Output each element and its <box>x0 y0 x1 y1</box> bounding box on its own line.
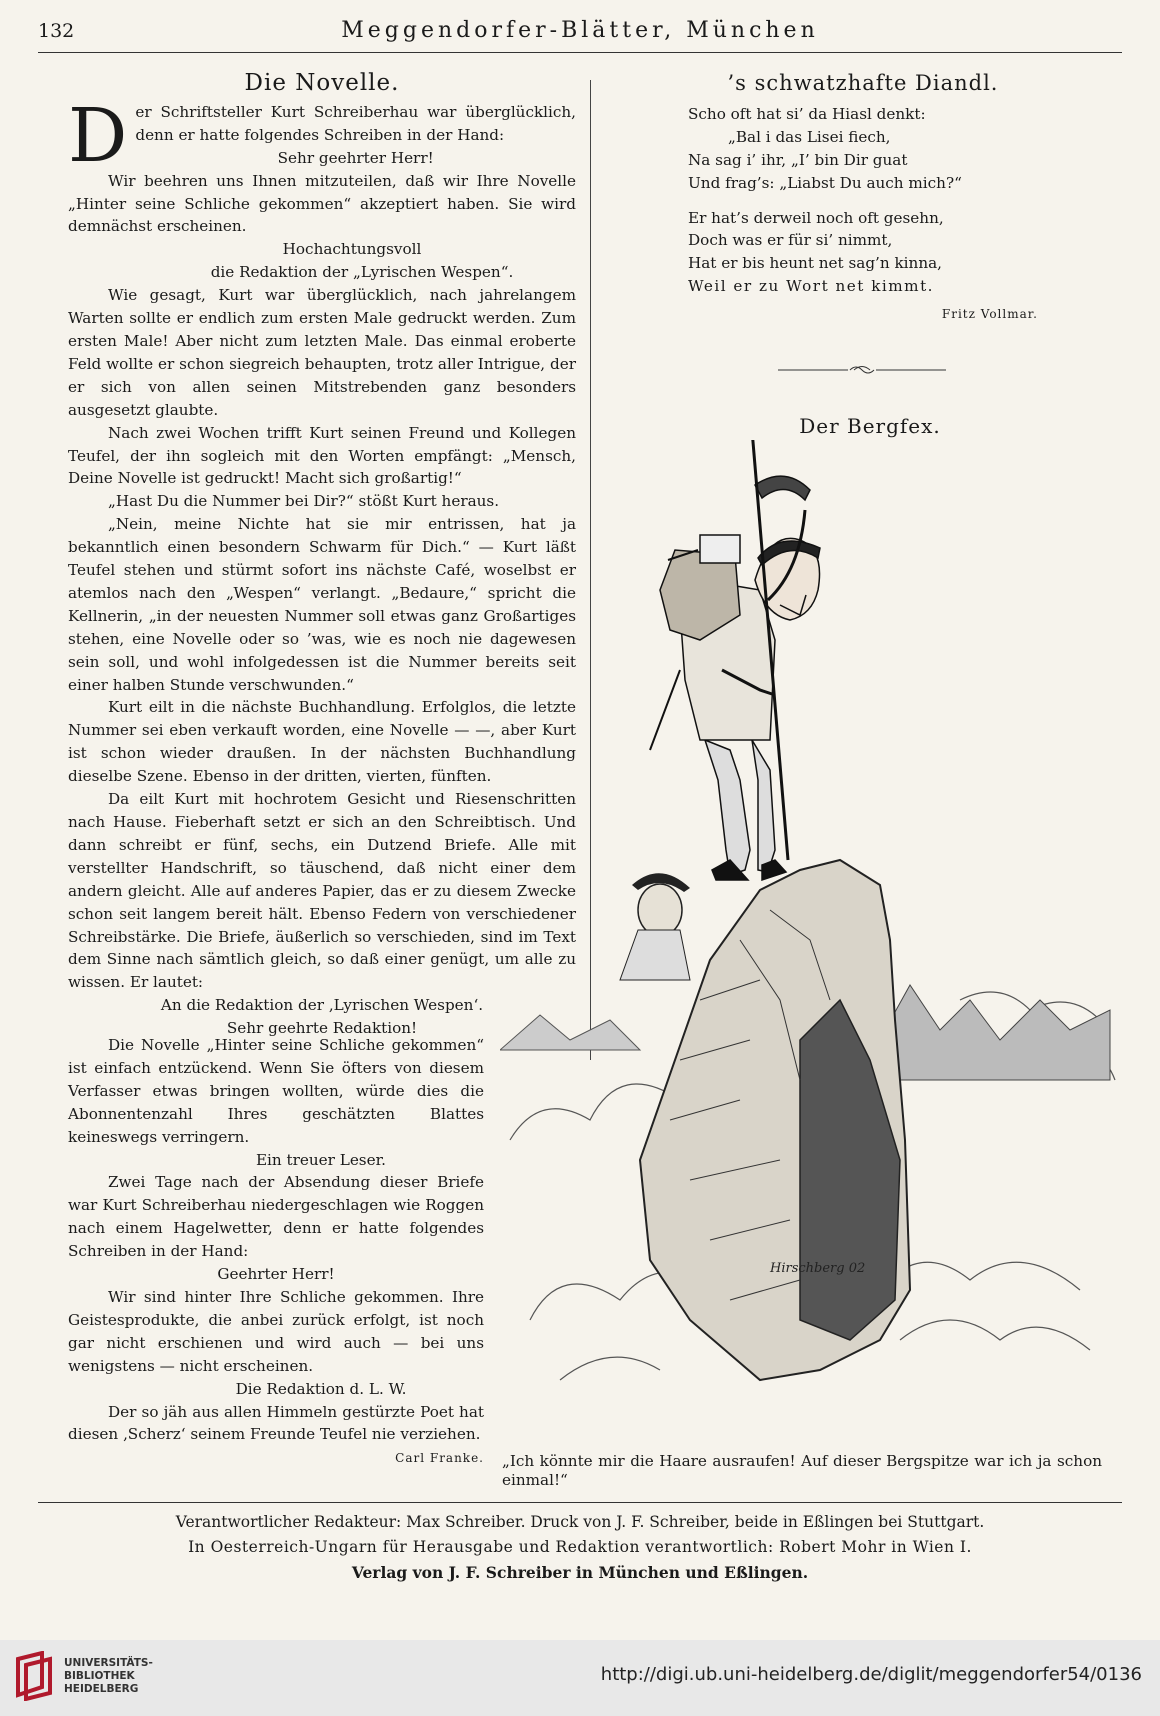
paragraph: Wir sind hinter Ihre Schliche gekommen. Ihre Geistesprodukte, die anbei zurück erfolgt, ist noch gar nicht erschienen und wird auch — bei uns wenigstens — nicht erscheinen. <box>68 1287 484 1375</box>
imprint-line: In Oesterreich-Ungarn für Herausgabe und Redaktion verantwortlich: Robert Mohr in Wien I. <box>188 1538 972 1556</box>
permalink-url[interactable]: http://digi.ub.uni-heidelberg.de/diglit/meggendorfer54/0136 <box>600 1664 1142 1685</box>
letter-closing: Hochachtungsvoll <box>282 240 422 259</box>
poem-line: Scho oft hat si’ da Hiasl denkt: <box>688 104 926 123</box>
letter-salutation: Sehr geehrte Redaktion! <box>226 1019 418 1038</box>
cartoon-caption: „Ich könnte mir die Haare ausraufen! Auf dieser Bergspitze war ich ja schon einmal!“ <box>502 1452 1102 1489</box>
story-intro: er Schriftsteller Kurt Schreiberhau war überglücklich, denn er hatte folgendes Schreiben in der Hand: <box>135 102 576 144</box>
poem-line: Weil er zu Wort net kimmt. <box>688 277 934 296</box>
imprint-line: Verlag von J. F. Schreiber in München und Eßlingen. <box>351 1563 809 1582</box>
page-header <box>38 12 1122 52</box>
letter-salutation: Sehr geehrter Herr! <box>277 148 434 167</box>
letter-salutation: Geehrter Herr! <box>217 1265 335 1284</box>
paragraph: Kurt eilt in die nächste Buchhandlung. Erfolglos, die letzte Nummer sei eben verkauft worden, eine Novelle — —, aber Kurt ist schon wieder draußen. In der nächsten Buchhandlung dieselbe Szene. Ebenso in der dritten, vierten, fünften. <box>68 698 576 786</box>
poem-line: Doch was er für si’ nimmt, <box>688 231 893 250</box>
paragraph: „Nein, meine Nichte hat sie mir entrissen, hat ja bekanntlich einen besondern Schwarm für Dich.“ — Kurt läßt Teufel stehen und stürmt sofort ins nächste Café, woselbst er atemlos nach den „Wespen“ verlangt. „Bedaure,“ spricht die Kellnerin, „in der neuesten Nummer soll etwas ganz Großartiges stehen, eine Novelle oder so ’was, wie es noch nie dagewesen sein soll, und wohl infolgedessen ist die Nummer bereits seit einer halben Stunde verschwunden.“ <box>68 515 576 694</box>
paragraph: Der so jäh aus allen Himmeln gestürzte Poet hat diesen ‚Scherz‘ seinem Freunde Teufel nie verziehen. <box>68 1402 484 1444</box>
library-name-line: HEIDELBERG <box>64 1682 139 1695</box>
viewer-footer <box>0 1640 1160 1716</box>
paragraph: Da eilt Kurt mit hochrotem Gesicht und Riesenschritten nach Hause. Fieberhaft setzt er sich an den Schreibtisch. Und dann schreibt er fünf, sechs, ein Dutzend Briefe. Alle mit verstellter Handschrift, so täuschend, daß nicht einer dem andern gleicht. Alle auf anderes Papier, das er zu diesem Zwecke schon seit langem bereit hält. Ebenso Federn von verschiedener Schreibstärke. Die Briefe, äußerlich so verschieden, sind im Text dem Sinne nach sämtlich gleich, so daß einer genügt, um alle zu wissen. Er lautet: <box>68 790 576 992</box>
poem-stanza-1 <box>688 103 1038 195</box>
story-title: Die Novelle. <box>244 70 400 96</box>
paragraph: Zwei Tage nach der Absendung dieser Briefe war Kurt Schreiberhau niedergeschlagen wie Roggen nach einem Hagelwetter, denn er hatte folgendes Schreiben in der Hand: <box>68 1173 484 1261</box>
poem-line: Na sag i’ ihr, „I’ bin Dir guat <box>688 150 908 169</box>
mountaineer-illustration <box>500 440 1120 1440</box>
library-logo[interactable] <box>12 1646 153 1706</box>
poem-line: Er hat’s derweil noch oft gesehn, <box>688 208 944 227</box>
poem-line: Und frag’s: „Liabst Du auch mich?“ <box>688 173 962 192</box>
imprint-line: Verantwortlicher Redakteur: Max Schreiber. Druck von J. F. Schreiber, beide in Eßlingen bei Stuttgart. <box>175 1513 985 1531</box>
letter-signature: Die Redaktion d. L. W. <box>235 1379 407 1398</box>
poem-block <box>688 72 1038 326</box>
poem-title: ’s schwatzhafte Diandl. <box>727 71 999 95</box>
story-author: Carl Franke. <box>395 1451 484 1466</box>
imprint <box>38 1510 1122 1585</box>
letter-body: Wir beehren uns Ihnen mitzuteilen, daß wir Ihre Novelle „Hinter seine Schliche gekommen“ akzeptiert haben. Sie wird demnächst erscheinen. <box>68 171 576 236</box>
paragraph: Nach zwei Wochen trifft Kurt seinen Freund und Kollegen Teufel, der ihn sogleich mit den Worten empfängt: „Mensch, Deine Novelle ist gedruckt! Macht sich großartig!“ <box>68 423 576 488</box>
page-number: 132 <box>38 20 75 42</box>
cartoon-title: Der Bergfex. <box>799 414 941 438</box>
paragraph: „Hast Du die Nummer bei Dir?“ stößt Kurt heraus. <box>108 492 500 511</box>
header-rule <box>38 52 1122 53</box>
library-name-line: BIBLIOTHEK <box>64 1669 135 1682</box>
story-column-lower <box>68 1034 484 1470</box>
imprint-rule <box>38 1502 1122 1503</box>
masthead: Meggendorfer-Blätter, München <box>341 18 819 43</box>
poem-stanza-2 <box>688 207 1038 299</box>
ornament-divider <box>778 364 946 376</box>
letter-signature: die Redaktion der „Lyrischen Wespen“. <box>210 263 514 282</box>
poem-author: Fritz Vollmar. <box>941 307 1038 322</box>
letter-address: An die Redaktion der ‚Lyrischen Wespen‘. <box>160 996 484 1015</box>
drop-cap: D <box>68 92 128 179</box>
poem-line: „Bal i das Lisei fiech, <box>728 127 891 146</box>
artist-signature: Hirschberg 02 <box>770 1261 866 1276</box>
letter-signature: Ein treuer Leser. <box>255 1150 387 1169</box>
library-name-line: UNIVERSITÄTS- <box>64 1656 153 1669</box>
library-emblem-icon <box>12 1651 56 1701</box>
paragraph: Die Novelle „Hinter seine Schliche gekommen“ ist einfach entzückend. Wenn Sie öfters von diesem Verfasser etwas bringen wollten, würde dies die Abonnentenzahl Ihres geschätzten Blattes keineswegs verringern. <box>68 1036 484 1146</box>
poem-line: Hat er bis heunt net sag’n kinna, <box>688 254 942 273</box>
paragraph: Wie gesagt, Kurt war überglücklich, nach jahrelangem Warten sollte er endlich zum ersten Male gedruckt werden. Zum ersten Male! Aber nicht zum letzten Male. Das einmal eroberte Feld wollte er schon siegreich behaupten, trotz aller Intrigue, der er sich von allen seinen Mitstrebenden ganz besonders ausgesetzt glaubte. <box>68 286 576 419</box>
